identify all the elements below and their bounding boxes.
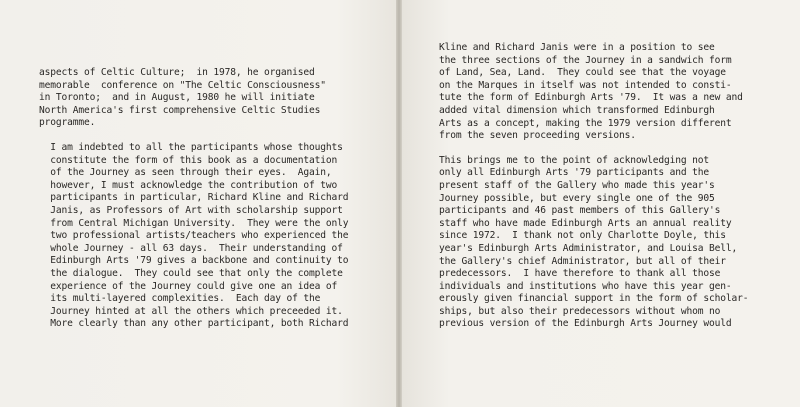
text-line: on the Marques in itself was not intended to consti- [439, 79, 732, 91]
text-line: experience of the Journey could give one an idea of [39, 280, 338, 292]
text-line: of Land, Sea, Land. They could see that the voyage [439, 67, 726, 79]
text-line: memorable conference on "The Celtic Consciousness" [39, 79, 326, 91]
right-paragraph-1 [439, 42, 789, 143]
right-page-text [439, 42, 789, 331]
right-paragraph-2 [439, 155, 789, 331]
text-line: the dialogue. They could see that only the complete [39, 267, 343, 279]
text-line: of the Journey as seen through their eyes. Again, [39, 167, 332, 179]
text-line: programme. [39, 117, 96, 129]
text-line: This brings me to the point of acknowledging not [439, 154, 710, 166]
text-line: constitute the form of this book as a documentation [39, 154, 338, 166]
left-page [0, 0, 396, 407]
text-line: in Toronto; and in August, 1980 he will initiate [39, 92, 315, 104]
text-line: individuals and institutions who have this year gen- [439, 280, 732, 292]
text-line: the Gallery's chief Administrator, but all of their [439, 255, 726, 267]
text-line: participants and 46 past members of this Gallery's [439, 205, 721, 217]
text-line: added vital dimension which transformed Edinburgh [439, 104, 715, 116]
text-line: predecessors. I have therefore to thank all those [439, 268, 721, 280]
text-line: whole Journey - all 63 days. Their understanding of [39, 242, 343, 254]
text-line: two professional artists/teachers who experienced the [39, 230, 349, 242]
text-line: aspects of Celtic Culture; in 1978, he organised [39, 67, 315, 78]
text-line: Journey hinted at all the others which preceeded it. [39, 305, 343, 317]
paragraph-gap [439, 143, 789, 155]
text-line: Edinburgh Arts '79 gives a backbone and continuity to [39, 255, 349, 267]
left-page-text [39, 67, 384, 331]
paragraph-gap [39, 130, 384, 142]
text-line: More clearly than any other participant, both Richard [39, 318, 349, 330]
text-line: present staff of the Gallery who made this year's [439, 179, 715, 191]
text-line: Janis, as Professors of Art with scholarship support [39, 204, 343, 216]
text-line: from Central Michigan University. They were the only [39, 217, 349, 229]
text-line: North America's first comprehensive Celtic Studies [39, 104, 321, 116]
text-line: since 1972. I thank not only Charlotte Doyle, this [439, 230, 726, 242]
left-paragraph-2 [39, 142, 384, 331]
right-page [402, 0, 800, 407]
text-line: the three sections of the Journey in a sandwich form [439, 54, 732, 66]
text-line: from the seven proceeding versions. [439, 130, 636, 142]
text-line: Arts as a concept, making the 1979 version different [439, 117, 732, 129]
text-line: erously given financial support in the form of scholar- [439, 293, 749, 305]
text-line: tute the form of Edinburgh Arts '79. It was a new and [439, 92, 743, 104]
text-line: its multi-layered complexities. Each day of the [39, 293, 321, 305]
text-line: Journey possible, but every single one of the 905 [439, 192, 715, 204]
left-paragraph-1 [39, 67, 384, 130]
text-line: I am indebted to all the participants whose thoughts [39, 141, 343, 153]
text-line: staff who have made Edinburgh Arts an annual reality [439, 217, 732, 229]
text-line: year's Edinburgh Arts Administrator, and Louisa Bell, [439, 242, 738, 254]
text-line: previous version of the Edinburgh Arts Journey would [439, 318, 732, 330]
text-line: participants in particular, Richard Kline and Richard [39, 192, 349, 204]
text-line: ships, but also their predecessors without whom no [439, 305, 721, 317]
text-line: only all Edinburgh Arts '79 participants and the [439, 167, 710, 179]
text-line: Kline and Richard Janis were in a position to see [439, 42, 715, 53]
text-line: however, I must acknowledge the contribution of two [39, 179, 338, 191]
